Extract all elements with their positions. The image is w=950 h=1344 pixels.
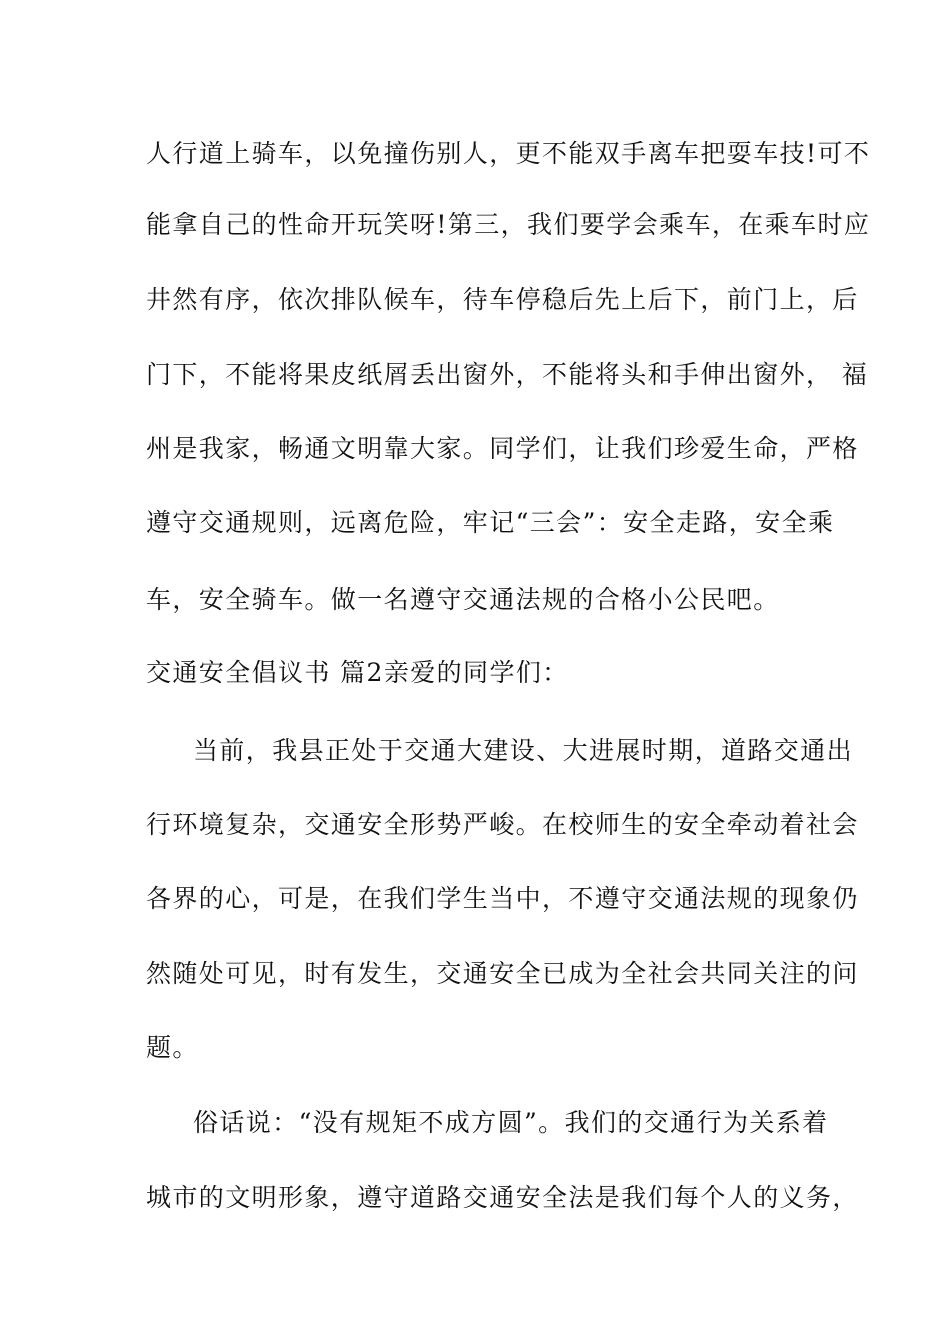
paragraph-line: 车，安全骑车。做一名遵守交通法规的合格小公民吧。 xyxy=(146,585,780,614)
paragraph-line: 遵守交通规则，远离危险，牢记“三会”：安全走路，安全乘 xyxy=(146,508,835,537)
paragraph-line: 题。 xyxy=(146,1033,199,1062)
paragraph-line: 俗话说：“没有规矩不成方圆”。我们的交通行为关系着 xyxy=(193,1108,829,1137)
paragraph-line: 当前，我县正处于交通大建设、大进展时期，道路交通出 xyxy=(193,736,854,765)
paragraph-line: 能拿自己的性命开玩笑呀!第三，我们要学会乘车，在乘车时应 xyxy=(146,210,871,239)
paragraph-line: 然随处可见，时有发生，交通安全已成为全社会共同关注的问 xyxy=(146,959,859,988)
paragraph-line: 门下，不能将果皮纸屑丢出窗外，不能将头和手伸出窗外， 福 xyxy=(146,360,869,389)
paragraph-line: 行环境复杂，交通安全形势严峻。在校师生的安全牵动着社会 xyxy=(146,810,859,839)
paragraph-line: 井然有序，依次排队候车，待车停稳后先上后下，前门上，后 xyxy=(146,285,859,314)
paragraph-line: 州是我家，畅通文明靠大家。同学们，让我们珍爱生命，严格 xyxy=(146,434,859,463)
paragraph-line: 各界的心，可是，在我们学生当中，不遵守交通法规的现象仍 xyxy=(146,884,859,913)
section-heading: 交通安全倡议书 篇2亲爱的同学们： xyxy=(146,658,569,687)
paragraph-line: 城市的文明形象，遵守道路交通安全法是我们每个人的义务， xyxy=(146,1183,859,1212)
paragraph-line: 人行道上骑车，以免撞伤别人，更不能双手离车把耍车技!可不 xyxy=(146,139,871,168)
